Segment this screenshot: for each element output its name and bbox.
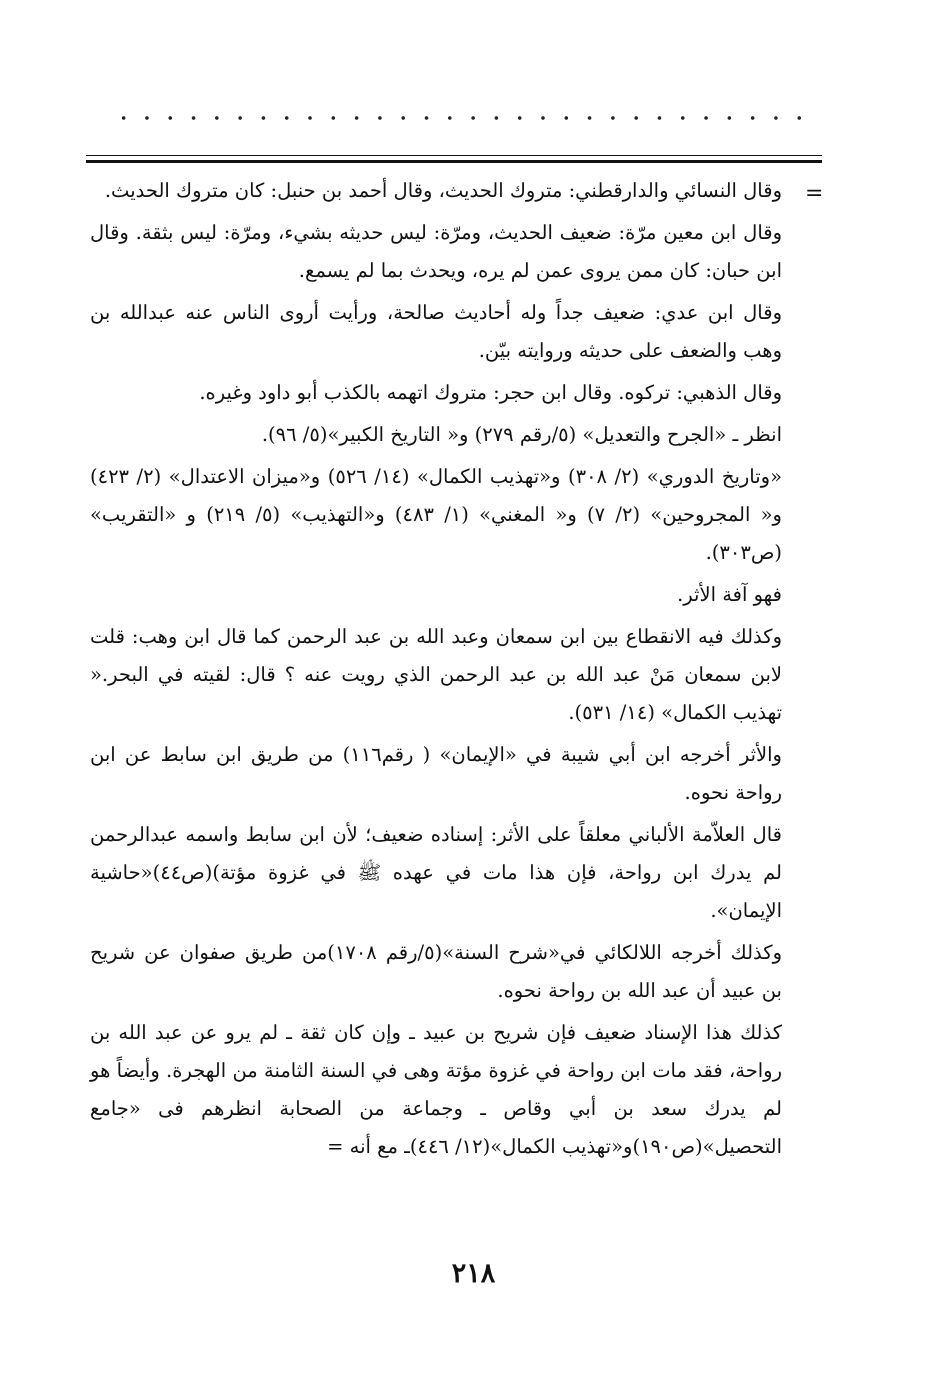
paragraph: قال العلاّمة الألباني معلقاً على الأثر: إسناده ضعيف؛ لأن ابن سابط واسمه عبدالرحمن لم يدرك ابن رواحة، فإن هذا مات في عهده ﷺ في غزوة مؤتة)(ص٤٤)«حاشية الإيمان». bbox=[90, 823, 782, 922]
footnote-rule-thin bbox=[86, 155, 822, 156]
paragraph: انظر ـ «الجرح والتعديل» (٥/رقم ٢٧٩) و« التاريخ الكبير»(٥/ ٩٦). bbox=[261, 423, 782, 446]
paragraph: وكذلك فيه الانقطاع بين ابن سمعان وعبد الله بن عبد الرحمن كما قال ابن وهب: قلت لابن سمعان مَنْ عبد الله بن عبد الرحمن الذي رويت عنه ؟ قال: لقيته في البحر.« تهذيب الكمال» (١٤/ ٥٣١). bbox=[90, 625, 782, 724]
page-number: ٢١٨ bbox=[451, 1258, 496, 1289]
paragraph: وقال النسائي والدارقطني: متروك الحديث، وقال أحمد بن حنبل: كان متروك الحديث. bbox=[104, 179, 782, 202]
dotted-separator bbox=[112, 112, 812, 124]
paragraph: وقال ابن عدي: ضعيف جداً وله أحاديث صالحة، ورأيت أروى الناس عنه عبدالله بن وهب والضعف على حديثه وروايته بيّن. bbox=[90, 301, 782, 362]
paragraph: وقال ابن معين مرّة: ضعيف الحديث، ومرّة: ليس حديثه بشيء، ومرّة: ليس بثقة. وقال ابن حبان: كان ممن يروى عمن لم يره، ويحدث بما لم يسمع. bbox=[90, 221, 782, 282]
footnote-rule-thick bbox=[86, 160, 822, 163]
paragraph: «وتاريخ الدوري» (٢/ ٣٠٨) و«تهذيب الكمال» (١٤/ ٥٢٦) و«ميزان الاعتدال» (٢/ ٤٢٣) و« المجروحين» (٢/ ٧) و« المغني» (١/ ٤٨٣) و«التهذيب» (٥/ ٢١٩) و «التقريب» (ص٣٠٣). bbox=[90, 465, 783, 564]
paragraph: كذلك هذا الإسناد ضعيف فإن شريح بن عبيد ـ وإن كان ثقة ـ لم يرو عن عبد الله بن رواحة، فقد مات ابن رواحة في غزوة مؤتة وهى في السنة الثامنة من الهجرة. وأيضاً هو لم يدرك سعد بن أبي وقاص ـ وجماعة من الصحابة انظرهم فى «جامع التحصيل»(ص١٩٠)و«تهذيب الكمال»(١٢/ ٤٤٦)ـ مع أنه = bbox=[90, 1021, 782, 1158]
paragraph: والأثر أخرجه ابن أبي شيبة في «الإيمان» ( رقم١١٦) من طريق ابن سابط عن ابن رواحة نحوه. bbox=[90, 743, 782, 804]
paragraph: وكذلك أخرجه اللالكائي في«شرح السنة»(٥/رقم ١٧٠٨)من طريق صفوان عن شريح بن عبيد أن عبد الله بن رواحة نحوه. bbox=[90, 941, 782, 1002]
paragraph: فهو آفة الأثر. bbox=[677, 583, 782, 606]
footnote-body bbox=[90, 172, 782, 1170]
continuation-mark: = bbox=[805, 181, 824, 206]
paragraph: وقال الذهبي: تركوه. وقال ابن حجر: متروك اتهمه بالكذب أبو داود وغيره. bbox=[199, 381, 782, 404]
